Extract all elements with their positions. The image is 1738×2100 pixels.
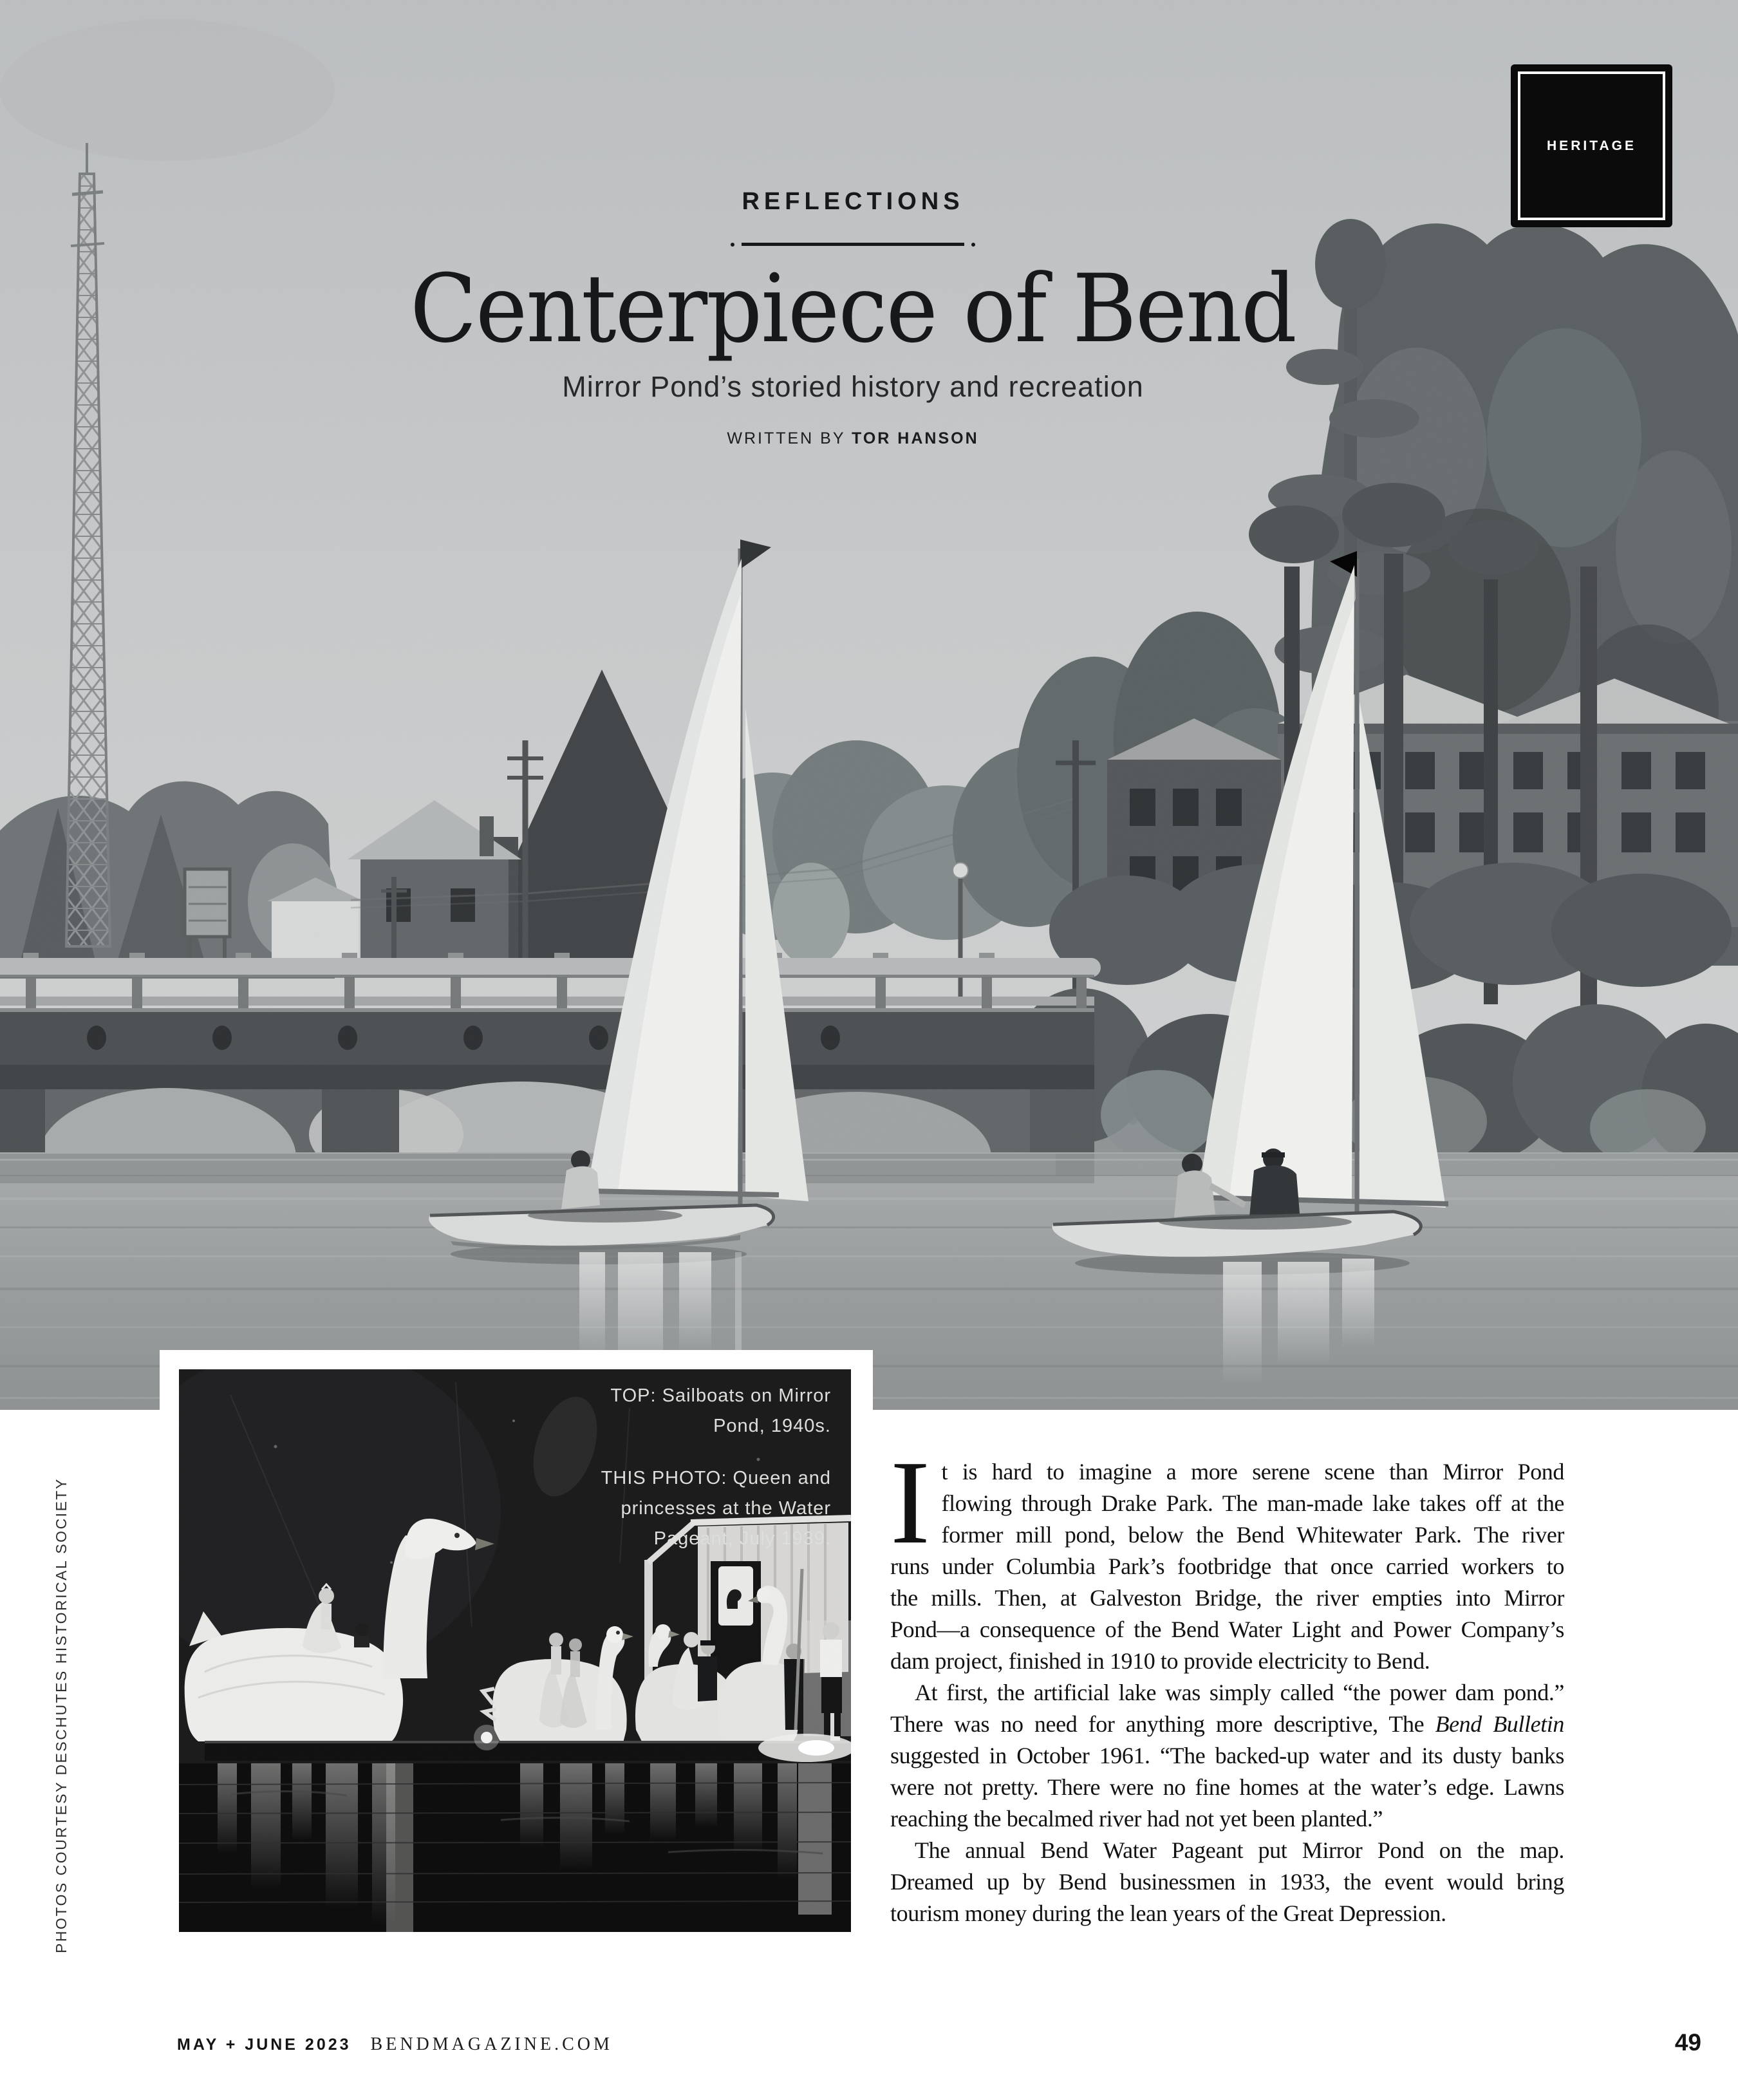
- section-kicker: REFLECTIONS: [742, 188, 964, 215]
- body-line: the mills. Then, at Galveston Bridge, the river empties into Mirror: [890, 1585, 1564, 1611]
- drop-cap: I: [890, 1436, 930, 1569]
- body-line: dam project, finished in 1910 to provide electricity to Bend.: [890, 1648, 1430, 1674]
- body-line: runs under Columbia Park’s footbridge that once carried workers to: [890, 1553, 1564, 1579]
- byline-author: TOR HANSON: [852, 429, 979, 448]
- body-line: The annual Bend Water Pageant put Mirror Pond on the map.: [915, 1837, 1564, 1863]
- inset-photo-frame: [160, 1350, 873, 1954]
- body-line: It is hard to imagine a more serene scene than Mirror Pond: [890, 1436, 1564, 1569]
- heritage-badge-label: HERITAGE: [1547, 138, 1636, 153]
- body-line: At first, the artificial lake was simply called “the power dam pond.”: [915, 1680, 1564, 1705]
- body-line: former mill pond, below the Bend Whitewater Park. The river: [941, 1522, 1564, 1548]
- body-text: [890, 1436, 1564, 1929]
- article-title: Centerpiece of Bend: [409, 254, 1296, 364]
- heritage-badge: [1511, 64, 1672, 227]
- inset-captions: [601, 1381, 831, 1554]
- body-line: Pond—a consequence of the Bend Water Light and Power Company’s: [890, 1617, 1564, 1642]
- caption-block: THIS PHOTO: Queen and princesses at the Water Pageant, July 1939.: [601, 1468, 831, 1549]
- footer: [177, 2034, 613, 2055]
- body-line: flowing through Drake Park. The man-made lake takes off at the: [941, 1490, 1564, 1516]
- caption-block: TOP: Sailboats on Mirror Pond, 1940s.: [610, 1385, 831, 1436]
- footer-website: BENDMAGAZINE.COM: [370, 2034, 613, 2054]
- body-line: suggested in October 1961. “The backed-up water and its dusty banks: [890, 1743, 1564, 1768]
- divider-rule: [742, 243, 964, 246]
- inset-photo-swans: [179, 1369, 851, 1932]
- body-line: Dreamed up by Bend businessmen in 1933, the event would bring: [890, 1869, 1564, 1895]
- body-line: reaching the becalmed river had not yet been planted.”: [890, 1806, 1383, 1832]
- article-subtitle: Mirror Pond’s storied history and recreation: [562, 370, 1144, 404]
- heritage-badge-frame: [1518, 71, 1665, 220]
- body-line: tourism money during the lean years of the Great Depression.: [890, 1900, 1446, 1926]
- byline-prefix: WRITTEN BY: [727, 429, 852, 448]
- page-number: 49: [1674, 2029, 1701, 2056]
- footer-issue-date: MAY + JUNE 2023: [177, 2036, 351, 2054]
- article-header: [209, 0, 1497, 448]
- byline: [209, 429, 1497, 448]
- body-line: were not pretty. There were no fine homes at the water’s edge. Lawns: [890, 1774, 1564, 1800]
- photo-credit: PHOTOS COURTESY DESCHUTES HISTORICAL SOCIETY: [53, 1477, 70, 1953]
- body-line: There was no need for anything more descriptive, The Bend Bulletin: [890, 1711, 1564, 1737]
